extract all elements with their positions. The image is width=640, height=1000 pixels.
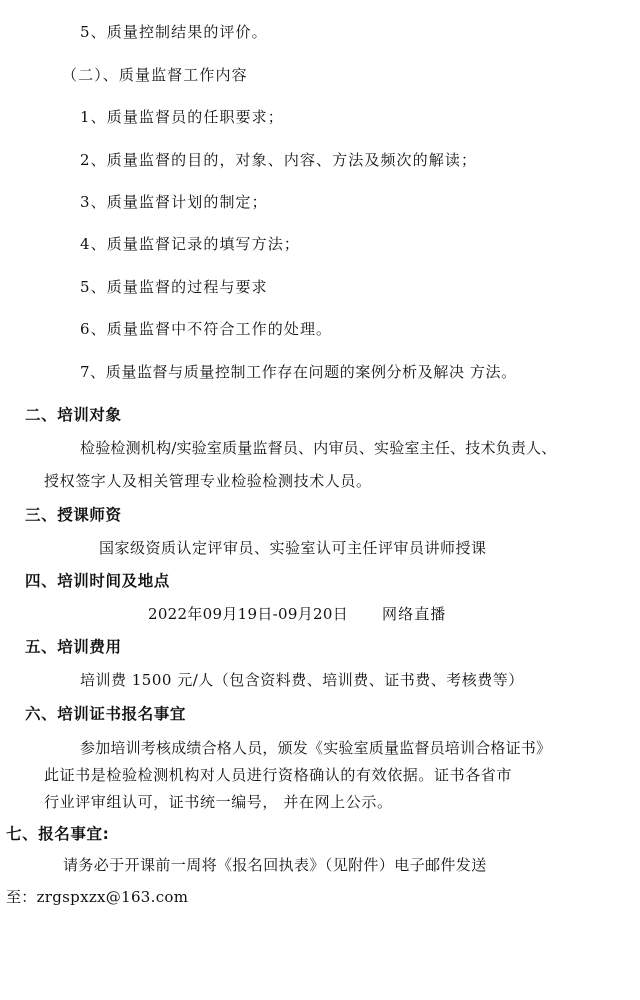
training-target-line-2: 授权签字人及相关管理专业检验检测技术人员。 [44, 472, 372, 490]
supervision-item-3: 3、质量监督计划的制定； [80, 193, 268, 211]
instructors-text: 国家级资质认定评审员、实验室认可主任评审员讲师授课 [99, 539, 487, 557]
registration-email: 至：zrgspxzx@163.com [6, 888, 189, 906]
supervision-item-6: 6、质量监督中不符合工作的处理。 [80, 320, 333, 338]
certificate-line-1: 参加培训考核成绩合格人员，颁发《实验室质量监督员培训合格证书》 [80, 739, 552, 757]
section-certificate-heading: 六、培训证书报名事宜 [25, 705, 187, 723]
fee-text: 培训费 1500 元/人（包含资料费、培训费、证书费、考核费等） [80, 671, 524, 689]
training-target-line-1: 检验检测机构/实验室质量监督员、内审员、实验室主任、技术负责人、 [80, 439, 557, 457]
supervision-item-1: 1、质量监督员的任职要求； [80, 108, 284, 126]
supervision-item-5: 5、质量监督的过程与要求 [80, 278, 268, 296]
supervision-item-7: 7、质量监督与质量控制工作存在问题的案例分析及解决 方法。 [80, 363, 517, 381]
section-registration-heading: 七、报名事宜: [6, 825, 110, 843]
registration-text: 请务必于开课前一周将《报名回执表》（见附件）电子邮件发送 [63, 856, 487, 874]
training-time-location [148, 603, 446, 625]
certificate-line-2: 此证书是检验检测机构对人员进行资格确认的有效依据。证书各省市 [44, 766, 513, 784]
section-instructors-heading: 三、授课师资 [25, 506, 122, 524]
section-fee-heading: 五、培训费用 [25, 638, 122, 656]
supervision-subtitle: （二）、质量监督工作内容 [62, 66, 248, 84]
supervision-item-4: 4、质量监督记录的填写方法； [80, 235, 300, 253]
section-time-location-heading: 四、培训时间及地点 [25, 572, 170, 590]
quality-control-item-5: 5、质量控制结果的评价。 [80, 23, 268, 41]
certificate-line-3: 行业评审组认可，证书统一编号， 并在网上公示。 [44, 793, 393, 811]
supervision-item-2: 2、质量监督的目的，对象、内容、方法及频次的解读； [80, 151, 478, 169]
training-location: 网络直播 [382, 605, 447, 623]
training-date: 2022年09月19日-09月20日 [148, 605, 348, 623]
section-training-target-heading: 二、培训对象 [25, 406, 122, 424]
